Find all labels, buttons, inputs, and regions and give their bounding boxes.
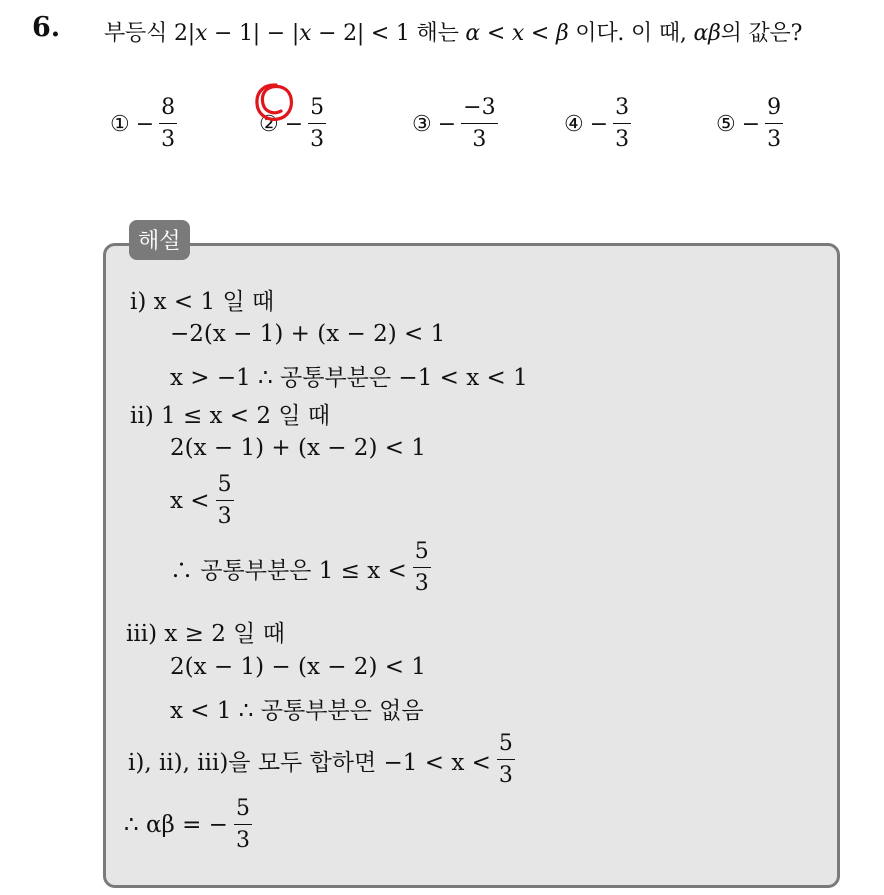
solution-l11-denominator: 3 <box>498 763 513 788</box>
question-var-x2: x <box>299 21 312 46</box>
solution-l6-text: x < <box>170 488 210 514</box>
choice-3-numerator: −3 <box>461 97 497 124</box>
choice-2-fraction <box>308 97 326 151</box>
solution-l7-numerator: 5 <box>413 541 431 568</box>
choice-5[interactable] <box>716 92 785 156</box>
choice-4-fraction <box>613 97 631 151</box>
choice-4-denominator: 3 <box>615 127 630 152</box>
solution-line-case2: ⅱ) 1 ≤ x < 2 일 때 <box>130 403 331 429</box>
choice-1-numerator: 8 <box>159 97 177 124</box>
solution-l6-denominator: 3 <box>217 504 232 529</box>
question-lt2: < <box>524 21 556 46</box>
question-suffix: 이다. 이 때, <box>568 21 694 46</box>
question-text <box>104 16 802 47</box>
solution-line-case3: ⅲ) x ≥ 2 일 때 <box>126 621 285 647</box>
choice-5-denominator: 3 <box>767 127 782 152</box>
choice-2-denominator: 3 <box>310 127 325 152</box>
choice-2-numerator: 5 <box>308 97 326 124</box>
choice-5-fraction <box>765 97 783 151</box>
choice-1[interactable] <box>110 92 179 156</box>
choice-4-sign: − <box>589 111 609 137</box>
choice-3-sign: − <box>437 111 457 137</box>
choice-1-fraction <box>159 97 177 151</box>
solution-l7-fraction <box>413 541 431 595</box>
question-mid1: − 1| − | <box>207 21 300 46</box>
solution-l7-text: ∴ 공통부분은 1 ≤ x < <box>170 557 407 584</box>
solution-line-case1: ⅰ) x < 1 일 때 <box>130 289 275 315</box>
solution-line-case3-inequality: 2(x − 1) − (x − 2) < 1 <box>170 654 426 680</box>
choice-4-numerator: 3 <box>613 97 631 124</box>
solution-line-answer <box>124 798 254 852</box>
choice-1-sign: − <box>135 111 155 137</box>
solution-l12-numerator: 5 <box>234 798 252 825</box>
solution-l12-text: ∴ αβ = − <box>124 812 228 838</box>
question-var-x1: x <box>194 21 208 46</box>
question-alpha-beta: αβ <box>693 21 721 46</box>
solution-l7-denominator: 3 <box>414 571 429 596</box>
solution-l12-fraction <box>234 798 252 852</box>
solution-line-case1-inequality: −2(x − 1) + (x − 2) < 1 <box>170 321 446 347</box>
solution-line-case2-inequality: 2(x − 1) + (x − 2) < 1 <box>170 435 426 461</box>
solution-line-case2-result <box>170 541 433 595</box>
solution-l11-text: ⅰ), ⅱ), ⅲ)을 모두 합하면 −1 < x < <box>128 749 491 776</box>
question-end: 의 값은? <box>720 21 803 46</box>
solution-line-case1-result: x > −1 ∴ 공통부분은 −1 < x < 1 <box>170 365 528 391</box>
question-prefix: 부등식 2| <box>104 21 195 46</box>
choice-1-label: ① <box>110 111 130 137</box>
choice-5-numerator: 9 <box>765 97 783 124</box>
question-beta: β <box>555 21 569 46</box>
solution-l11-fraction <box>497 733 515 787</box>
solution-line-union <box>128 733 517 787</box>
choice-4-label: ④ <box>564 111 584 137</box>
solution-line-case3-result: x < 1 ∴ 공통부분은 없음 <box>170 698 424 724</box>
question-alpha: α <box>465 21 481 46</box>
choice-5-sign: − <box>741 111 761 137</box>
choice-3-denominator: 3 <box>472 127 487 152</box>
choice-5-label: ⑤ <box>716 111 736 137</box>
solution-l6-fraction <box>216 474 234 528</box>
choice-4[interactable] <box>564 92 633 156</box>
question-number: 6. <box>32 12 61 43</box>
question-var-x3: x <box>511 21 525 46</box>
choice-3-fraction <box>461 97 497 151</box>
choice-2-label: ② <box>259 111 279 137</box>
selected-circle-mark-icon <box>252 80 298 126</box>
solution-tag: 해설 <box>129 220 190 260</box>
solution-l12-denominator: 3 <box>235 828 250 853</box>
choice-1-denominator: 3 <box>161 127 176 152</box>
question-mid2: − 2| < 1 해는 <box>311 21 466 46</box>
solution-line-case2-solve <box>170 474 236 528</box>
choice-2-sign: − <box>284 111 304 137</box>
solution-l11-numerator: 5 <box>497 733 515 760</box>
solution-l6-numerator: 5 <box>216 474 234 501</box>
question-lt1: < <box>480 21 512 46</box>
choice-3[interactable] <box>412 92 500 156</box>
choice-3-label: ③ <box>412 111 432 137</box>
choice-2[interactable] <box>259 92 328 156</box>
